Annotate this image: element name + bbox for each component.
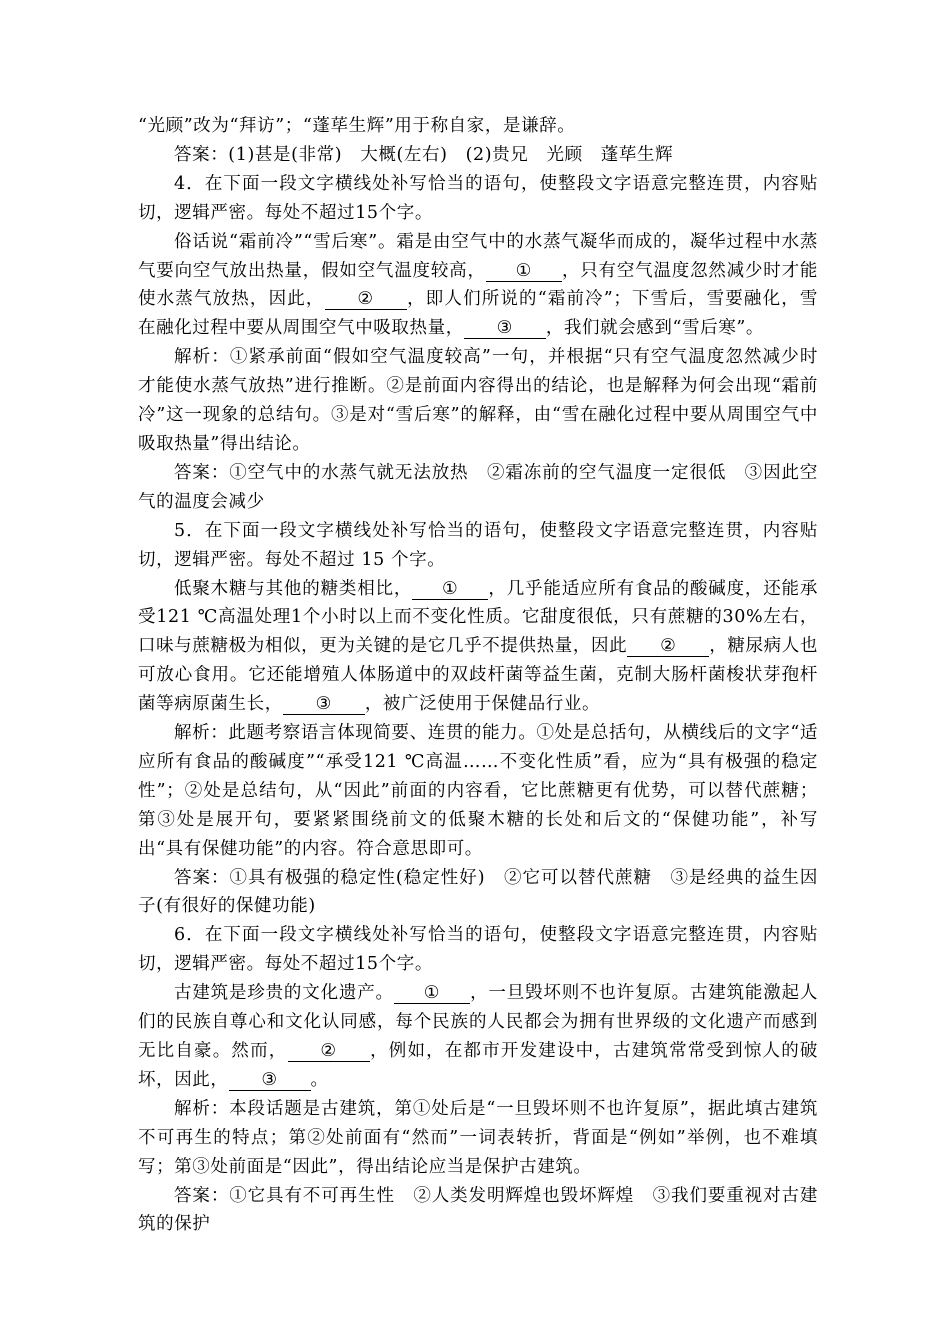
q4-question: 4．在下面一段文字横线处补写恰当的语句，使整段文字语意完整连贯，内容贴切，逻辑严密。每处不超过15个字。 [138,173,818,223]
q5-question: 5．在下面一段文字横线处补写恰当的语句，使整段文字语意完整连贯，内容贴切，逻辑严密。每处不超过 15 个字。 [138,520,818,570]
q3-answer: 答案：(1)甚是(非常) 大概(左右) (2)贵兄 光顾 蓬荜生辉 [174,144,674,165]
q6-answer: 答案：①它具有不可再生性 ②人类发明辉煌也毁坏辉煌 ③我们要重视对古建筑的保护 [138,1185,818,1235]
blank-2: ② [627,636,709,657]
q5-passage: 低聚木糖与其他的糖类相比， ① ，几乎能适应所有食品的酸碱度，还能承受121 ℃高温处理1个小时以上而不变化性质。它甜度很低，只有蔗糖的30%左右，口味与蔗糖极为相似，更为关键的是它几乎不提供热量，因此 ② ，糖尿病人也可放心食用。它还能增殖人体肠道中的双歧杆菌等益生菌，克制大肠杆菌梭状芽孢杆菌等病原菌生长， ③ ，被广泛使用于保健品行业。 [138,578,818,715]
q5-answer: 答案：①具有极强的稳定性(稳定性好) ②它可以替代蔗糖 ③是经典的益生因子(有很好的保健功能) [138,867,818,917]
q4-explanation: 解析：①紧承前面“假如空气温度较高”一句，并根据“只有空气温度忽然减少时才能使水蒸气放热”进行推断。②是前面内容得出的结论，也是解释为何会出现“霜前冷”这一现象的总结句。③是对“雪后寒”的解释，由“雪在融化过程中要从周围空气中吸取热量”得出结论。 [138,347,818,454]
blank-3: ③ [283,694,365,715]
q5-explanation: 解析：此题考察语言体现简要、连贯的能力。①处是总括句，从横线后的文字“适应所有食品的酸碱度”“承受121 ℃高温……不变化性质”看，应为“具有极强的稳定性”；②处是总结句，从“因此”前面的内容看，它比蔗糖更有优势，可以替代蔗糖；第③处是展开句，要紧紧围绕前文的低聚木糖的长处和后文的“保健功能”，补写出“具有保健功能”的内容。符合意思即可。 [138,723,818,859]
q6-explanation: 解析：本段话题是古建筑，第①处后是“一旦毁坏则不也许复原”，据此填古建筑不可再生的特点；第②处前面有“然而”一词表转折，背面是“例如”举例，也不难填写；第③处前面是“因此”，得出结论应当是保护古建筑。 [138,1098,818,1177]
blank-3: ③ [229,1070,311,1091]
q3-explanation-tail: “光顾”改为“拜访”；“蓬荜生辉”用于称自家，是谦辞。 [138,116,576,136]
blank-1: ① [412,579,488,600]
q6-question: 6．在下面一段文字横线处补写恰当的语句，使整段文字语意完整连贯，内容贴切，逻辑严密。每处不超过15个字。 [138,925,818,975]
q6-passage: 古建筑是珍贵的文化遗产。 ① ，一旦毁坏则不也许复原。古建筑能激起人们的民族自尊心和文化认同感，每个民族的人民都会为拥有世界级的文化遗产而感到无比自豪。然而， ② ，例如，在都市开发建设中，古建筑常常受到惊人的破坏，因此， ③ 。 [138,983,818,1090]
blank-3: ③ [464,318,546,339]
blank-1: ① [486,261,562,282]
blank-2: ② [325,289,407,310]
q4-answer: 答案：①空气中的水蒸气就无法放热 ②霜冻前的空气温度一定很低 ③因此空气的温度会减少 [138,462,818,512]
document-page [138,112,818,1239]
blank-2: ② [288,1041,370,1062]
blank-1: ① [394,983,470,1004]
q4-passage: 俗话说“霜前冷”“雪后寒”。霜是由空气中的水蒸气凝华而成的，凝华过程中水蒸气要向空气放出热量，假如空气温度较高， ① ，只有空气温度忽然减少时才能使水蒸气放热，因此， ② ，即人们所说的“霜前冷”；下雪后，雪要融化，雪在融化过程中要从周围空气中吸取热量， ③ ，我们就会感到“雪后寒”。 [138,231,818,339]
